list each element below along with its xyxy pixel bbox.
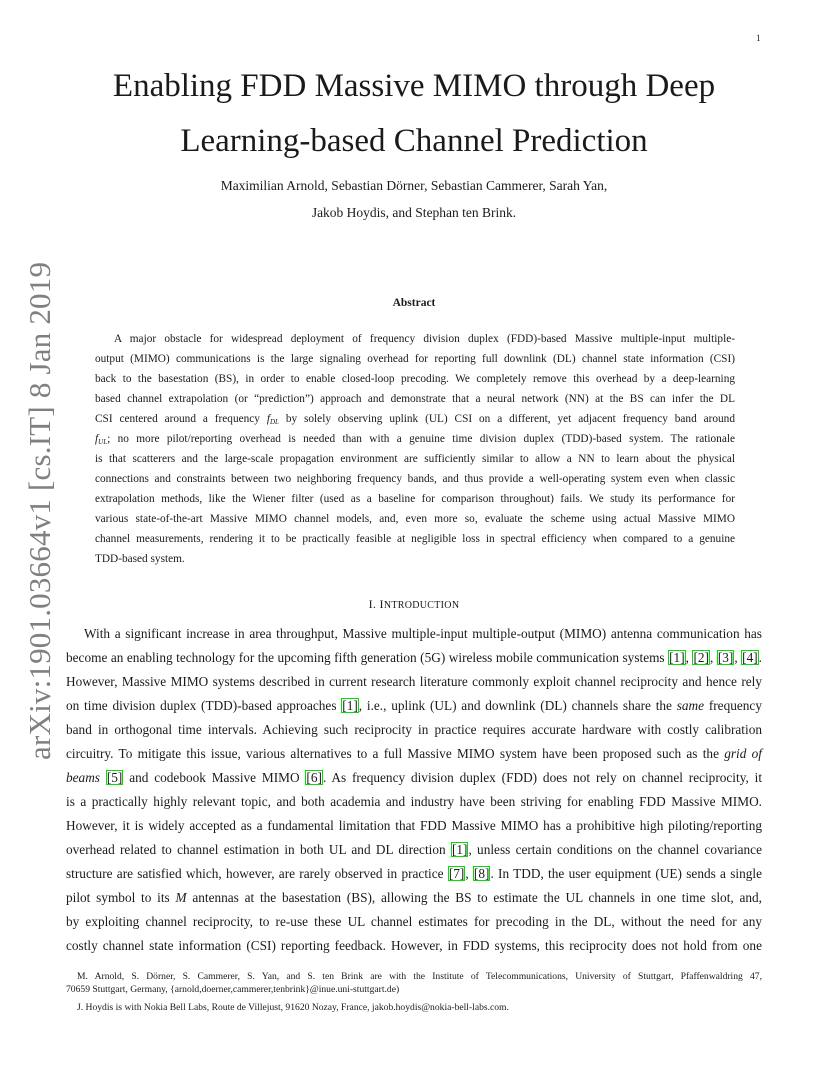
abstract-line: extrapolation methods, like the Wiener filter (used as a baseline for comparison throughout) fails. We study its performance for <box>95 493 735 505</box>
abstract-line: channel measurements, rendering it to be practically feasible at negligible loss in spectral efficiency when compared to a genuine <box>95 533 735 545</box>
body-line: is a practically highly relevant topic, and both academia and industry have been striving for enabling FDD Massive MIMO. <box>66 794 762 809</box>
arxiv-side-stamp <box>0 0 57 760</box>
abstract-heading: Abstract <box>392 297 436 309</box>
citation-link[interactable]: [1] <box>342 698 358 713</box>
citation-link[interactable]: [3] <box>717 650 734 665</box>
citation-link[interactable]: [7] <box>448 866 465 881</box>
citation-link[interactable]: [2] <box>693 650 709 665</box>
paper-title-line-2: Learning-based Channel Prediction <box>180 123 648 159</box>
abstract-line: output (MIMO) communications is the large signaling overhead for reporting full downlink (DL) channel state information (CSI) <box>95 353 735 365</box>
abstract-line: based channel extrapolation (or “prediction”) approach and demonstrate that a neural network (NN) at the BS can infer the DL <box>95 393 735 405</box>
body-line: pilot symbol to its M antennas at the basestation (BS), allowing the BS to estimate the UL channels in one time slot, and, <box>66 890 762 905</box>
abstract-line: TDD-based system. <box>95 553 185 565</box>
abstract-line: is that scatterers and the large-scale propagation environment are sufficiently similar to allow a NN to learn about the physical <box>95 453 735 465</box>
citation-link[interactable]: [5] <box>106 770 123 785</box>
body-line: band in orthogonal time intervals. Achieving such reciprocity in practice requires accurate hardware with costly calibration <box>66 722 762 737</box>
footnote-affiliation-hoydis: J. Hoydis is with Nokia Bell Labs, Route de Villejust, 91620 Nozay, France, jakob.hoydis@nokia-bell-labs.com. <box>77 1002 509 1013</box>
footnote-affiliation-line-2: 70659 Stuttgart, Germany, {arnold,doerner,cammerer,tenbrink}@inue.uni-stuttgart.de) <box>66 984 400 995</box>
abstract-line: back to the basestation (BS), in order to enable closed-loop precoding. We completely remove this overhead by a deep-learning <box>95 373 735 385</box>
authors-line-2: Jakob Hoydis, and Stephan ten Brink. <box>311 205 517 220</box>
abstract-line: $f_{UL}$; no more pilot/reporting overhead is needed than with a genuine time division duplex (TDD)-based system. The rationale <box>95 433 735 446</box>
authors-line-1: Maximilian Arnold, Sebastian Dörner, Sebastian Cammerer, Sarah Yan, <box>220 178 608 193</box>
abstract-line: connections and constraints between two neighboring frequency bands, and thus provide a well-operating system even when classic <box>95 473 735 485</box>
citation-link[interactable]: [1] <box>451 842 468 857</box>
citation-link[interactable]: [4] <box>742 650 758 665</box>
abstract-line: A major obstacle for widespread deployment of frequency division duplex (FDD)-based Massive multiple-input multiple- <box>114 333 735 345</box>
body-line: structure are satisfied which, however, are rarely observed in practice [7], [8]. In TDD, the user equipment (UE) sends a single <box>66 866 762 881</box>
citation-link[interactable]: [1] <box>669 650 685 665</box>
paper-title-line-1: Enabling FDD Massive MIMO through Deep <box>112 68 716 104</box>
arxiv-identifier: arXiv:1901.03664v1 [cs.IT] 8 Jan 2019 <box>22 261 57 760</box>
body-line: by exploiting channel reciprocity, to re-use these UL channel estimates for precoding in the DL, without the need for any <box>66 914 762 929</box>
footnote-affiliation-line-1: M. Arnold, S. Dörner, S. Cammerer, S. Yan, and S. ten Brink are with the Institute of Telecommunications, University of Stuttgart, Pfaffenwaldring 47, <box>77 971 762 982</box>
citation-link[interactable]: [8] <box>473 866 490 881</box>
math-f-dl: $f_{DL}$ <box>266 413 279 426</box>
citation-link[interactable]: [6] <box>306 770 322 785</box>
body-line: beams [5] and codebook Massive MIMO [6]. As frequency division duplex (FDD) does not rely on channel reciprocity, it <box>66 770 763 785</box>
body-line: overhead related to channel estimation in both UL and DL direction [1], unless certain conditions on the channel covariance <box>66 842 762 857</box>
body-line: With a significant increase in area throughput, Massive multiple-input multiple-output (MIMO) antenna communication has <box>84 626 762 641</box>
body-line: However, Massive MIMO systems described in current research literature commonly exploit channel reciprocity and hence rely <box>66 674 762 689</box>
abstract-line: CSI centered around a frequency $f_{DL}$ by solely observing uplink (UL) CSI on a different, yet adjacent frequency band around <box>95 413 735 426</box>
body-line: become an enabling technology for the upcoming fifth generation (5G) wireless mobile communication systems [1], [2], [3], [4]. <box>66 650 762 665</box>
body-line: However, it is widely accepted as a fundamental limitation that FDD Massive MIMO has a prohibitive high piloting/reporting <box>66 818 762 833</box>
abstract-line: various state-of-the-art Massive MIMO channel models, and, even more so, evaluate the scheme using actual Massive MIMO <box>95 513 735 525</box>
section-heading-introduction: I. INTRODUCTION <box>368 597 460 611</box>
body-line: costly channel state information (CSI) reporting feedback. However, in FDD systems, this reciprocity does not hold from one <box>66 938 762 953</box>
body-line: circuitry. To mitigate this issue, various alternatives to a full Massive MIMO system have been proposed such as the grid of <box>66 746 762 761</box>
body-line: on time division duplex (TDD)-based approaches [1], i.e., uplink (UL) and downlink (DL) channels share the same frequency <box>66 698 762 713</box>
math-M: M <box>175 890 187 905</box>
page-number: 1 <box>756 33 761 43</box>
math-f-ul: $f_{UL}$ <box>95 433 108 446</box>
